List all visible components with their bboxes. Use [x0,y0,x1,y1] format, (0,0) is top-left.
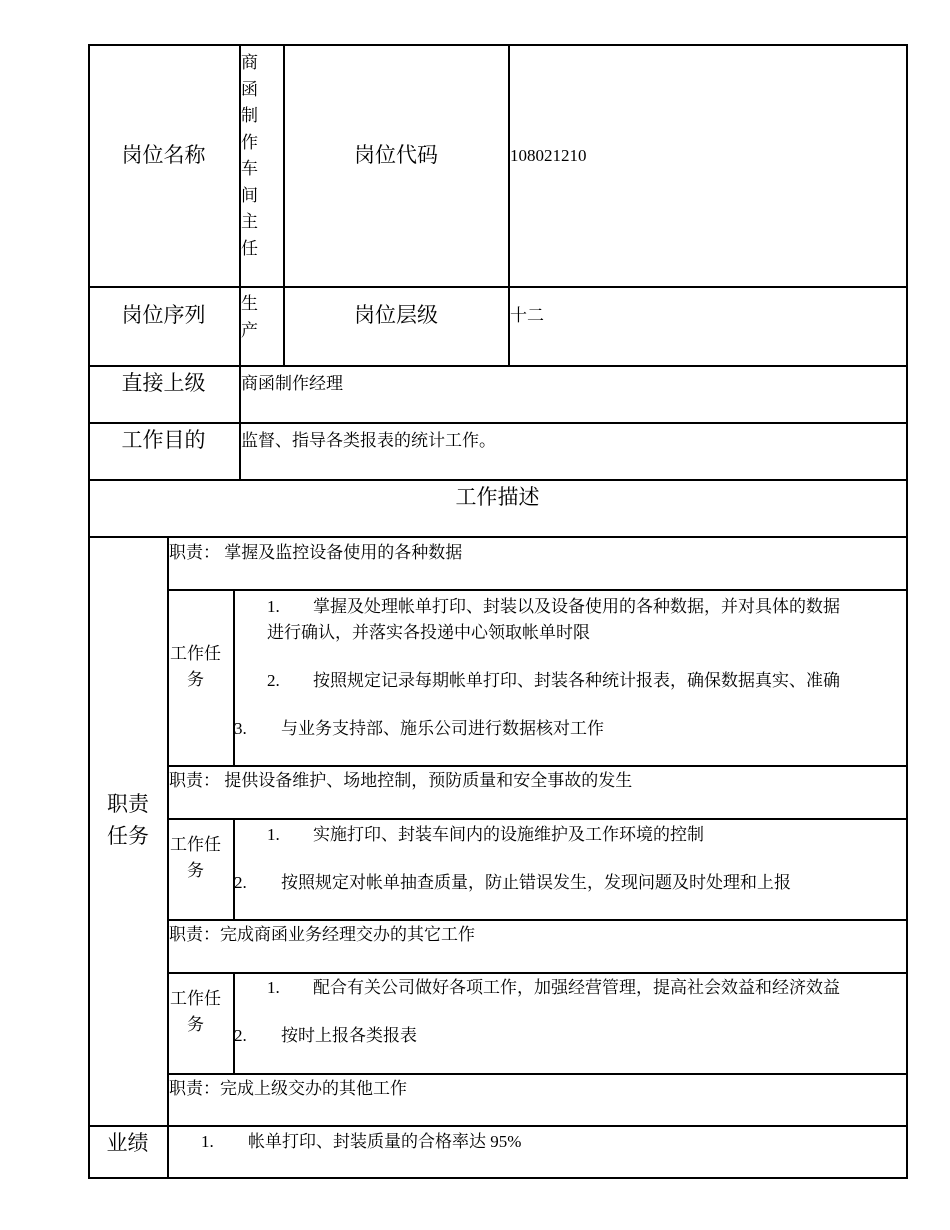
task-text: 与业务支持部、施乐公司进行数据核对工作 [281,719,604,738]
task-text: 按照规定记录每期帐单打印、封装各种统计报表，确保数据真实、准确 [313,671,840,690]
row-divider [88,1125,907,1127]
task-label-line1: 工作任 [170,835,221,854]
duty-title: 职责：完成上级交办的其他工作 [169,1079,407,1098]
duties-label-line1: 职责 [107,792,149,816]
task-text: 实施打印、封装车间内的设施维护及工作环境的控制 [313,825,704,844]
duty-title: 职责：完成商函业务经理交办的其它工作 [169,925,475,944]
row-divider [167,589,907,591]
duty-title: 职责： 掌握及监控设备使用的各种数据 [169,543,463,562]
row-divider [167,818,907,820]
duties-label-line2: 任务 [107,824,149,848]
row-divider [167,765,907,767]
position-code-value: 108021210 [510,146,587,165]
task-text: 配合有关公司做好各项工作，加强经营管理，提高社会效益和经济效益 [313,978,840,997]
table-border-left [88,44,90,1179]
row-divider [88,365,907,367]
position-level-value: 十二 [510,306,544,325]
column-divider [233,972,235,1074]
performance-number: 1. [201,1132,214,1151]
row-divider [167,1073,907,1075]
row-divider [88,422,907,424]
row-divider [167,919,907,921]
task-label-line2: 务 [187,1015,204,1034]
row-divider [88,479,907,481]
task-number: 1. [267,978,280,997]
task-number: 1. [267,597,280,616]
task-number: 2. [267,671,280,690]
task-label-line1: 工作任 [170,989,221,1008]
work-purpose-label: 工作目的 [121,428,206,452]
row-divider [88,536,907,538]
work-description-title: 工作描述 [455,485,540,509]
performance-label: 业绩 [106,1131,149,1155]
task-text: 按照规定对帐单抽查质量，防止错误发生，发现问题及时处理和上报 [281,873,791,892]
position-name-label: 岗位名称 [121,143,206,167]
position-level-label: 岗位层级 [354,303,438,327]
direct-superior-value: 商函制作经理 [241,374,343,393]
task-number: 2. [234,873,247,892]
table-border-top [88,44,907,46]
position-code-label: 岗位代码 [354,143,438,167]
task-label-line2: 务 [187,861,204,880]
column-divider [233,818,235,920]
task-text: 掌握及处理帐单打印、封装以及设备使用的各种数据，并对具体的数据 [313,597,840,616]
work-purpose-value: 监督、指导各类报表的统计工作。 [241,431,496,450]
position-name-value: 商函制作车间主任 [241,53,258,258]
position-series-label: 岗位序列 [121,303,206,327]
task-number: 2. [234,1026,247,1045]
table-border-bottom [88,1177,907,1179]
task-label-line2: 务 [187,670,204,689]
task-text-continued: 进行确认，并落实各投递中心领取帐单时限 [267,623,590,642]
table-border-right [906,44,908,1179]
task-text: 按时上报各类报表 [281,1026,417,1045]
row-divider [167,972,907,974]
task-number: 3. [234,719,247,738]
direct-superior-label: 直接上级 [121,371,206,395]
row-divider [88,286,907,288]
position-series-value: 生产 [241,294,258,340]
duty-title: 职责： 提供设备维护、场地控制，预防质量和安全事故的发生 [169,771,633,790]
task-number: 1. [267,825,280,844]
task-label-line1: 工作任 [170,644,221,663]
performance-text: 帐单打印、封装质量的合格率达 95% [248,1132,522,1151]
